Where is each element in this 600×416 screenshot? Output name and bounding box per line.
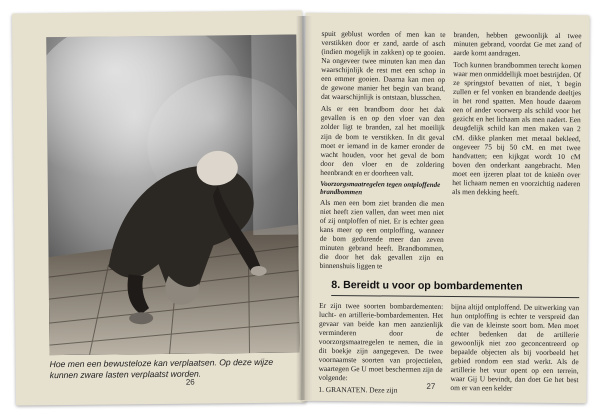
right-column-2 (452, 30, 581, 200)
rescue-photo (46, 35, 299, 356)
right-page (302, 13, 589, 403)
paragraph: Toch kunnen brandbommen terecht komen waar men onmiddellijk moet bestrijden. Of ze springstof bevatten of niet, 't begin zullen er fel vonken en brandende deeltjes in het rond spatten. Men houde daarom een of ander voorwerp als schild voor het gezicht en het lichaam als men nadert. Een deugdelijk schild kan men maken van 2 cM. dikke planken met metaal bekleed, ongeveer 75 bij 50 cM. en met twee handvatten; een kijkgat wordt 10 cM boven den onderkant aangebracht. Men moet een ijzeren plaat tot de knieën over het lichaam nemen en voorzichtig naderen als men dekking heeft. (452, 60, 582, 197)
paragraph: 1. GRANATEN. Deze zijn (318, 385, 398, 396)
page-number-left: 26 (185, 377, 195, 387)
left-page (12, 10, 306, 405)
right-column-1-lower (318, 301, 443, 399)
paragraph: Als men een bom ziet branden die men niet heeft zien vallen, dan weet men niet of zij ontploffen of niet. Er is echter geen kans meer op een ontploffing, wanneer de bom gedurende meer dan zeven minuten gebrand heeft. Brandbommen, die door het dak gevallen zijn en binnenshuis liggen te (319, 198, 445, 271)
paragraph: Als er een brandbom door het dak gevallen is en op den vloer van den zolder ligt te branden, zal het moeilijk zijn de bom te verstikken. In dit geval moet er iemand in de kamer eronder de wacht houden, voor het geval de bom door den vloer en de zoldering heenbrandt en er doorheen valt. (320, 104, 445, 178)
book-gutter (296, 16, 312, 400)
page-number-right: 27 (426, 381, 436, 391)
rescue-photo-illustration (46, 35, 299, 356)
paragraph: spuit geblust worden of men kan te verstikken door er zand, aarde of asch (indien mogelijk in zakken) op te gooien. Na ongeveer twee minuten kan men dan waarschijnlijk de rest met een schop in een emmer gooien. Daarna kan men op de gewone manier het begin van brand, dat waarschijnlijk is ontstaan, blusschen. (320, 28, 446, 103)
divider (331, 295, 579, 298)
right-column-1 (319, 29, 445, 275)
photo-caption: Hoe men een bewusteloze kan verplaatsen. Op deze wijze kunnen zware lasten verplaatst worden. (49, 356, 274, 381)
subheading: Voorzorgsmaatregelen tegen ontploffende brandbommen (320, 179, 441, 197)
right-column-2-lower (450, 302, 579, 397)
paragraph: branden, hebben gewoonlijk al twee minuten gebrand, voordat Ge met zand of aarde komt aandragen. (453, 30, 582, 58)
open-book (14, 10, 588, 406)
paragraph: bijna altijd ontploffend. De uitwerking van hun ontploffing is echter te verspreid dan die van de kleinste soort bom. Men moet echter bedenken dat de artillerie gewoonlijk niet zoo geconcentreerd op bepaalde objecten als bij voorbeeld het gebied rondom een stad werkt. Als de artillerie het vuur opent op een terrein, waar Gij U bevindt, dan doet Ge het best om er van een kelder (450, 302, 580, 394)
section-heading: 8. Bereidt u voor op bombardementen (331, 279, 523, 293)
paragraph: Er zijn twee soorten bombardementen: lucht- en artillerie-bombardementen. Het gevaar van beide kan men aanzienlijk verminderen door de voorzorgsmaatregelen te nemen, die in dit boekje zijn aangegeven. De twee voornaamste soorten van projectielen, waartegen Ge U moet beschermen zijn de volgende: (318, 300, 444, 383)
